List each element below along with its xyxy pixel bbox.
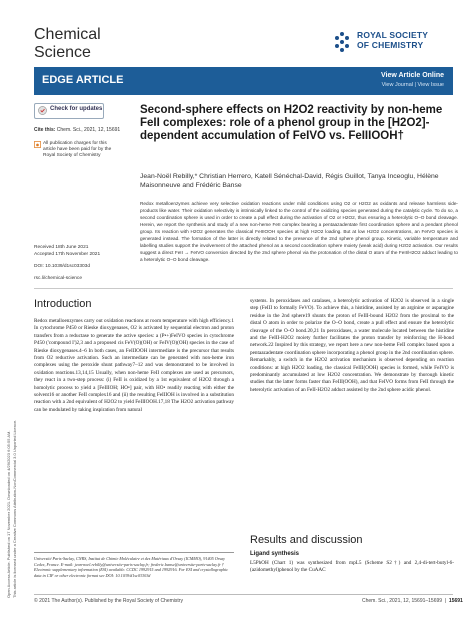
right-column-text: systems. In peroxidases and catalases, a heterolytic activation of H2O2 is observed in a single step (FeIII to formally FeVO). To achieve this, a histidine, assisted by an arginine or asparagine residue in the 2nd sphere19 shunts the proton of FeIII-bound H2O2 from the proximal to the distal O atom in order to polarize the O–O bond, create a pull effect and ensure the heterolytic cleavage of the O–O bond.20,21 In peroxidases, a water molecule located between the histidine and the FeIII-H2O2 moiety further facilitates the proton transfer by reinforcing the H-bond network.22 Inspired by this strategy, we report here a new non-heme FeII complex based upon a pentaazadentate coordination sphere incorporating a phenol group in the 2nd coordination sphere. Remarkably, a switch in the H2O2 activation mechanism is observed depending on reaction conditions: at high H2O2 loading, the classical FeIII(OOH) species is formed, while FeIVO is predominantly accumulated at low H2O2 concentration. We demonstrate by thorough kinetic studies that the latter forms faster than FeIII(OOH), and that FeIVO forms from FeII through the heterolytic activation of an FeII-H2O2 adduct assisted by the 2nd sphere acidic phenol. — [250, 298, 454, 393]
article-title: Second-sphere effects on H2O2 reactivity by non-heme FeII complexes: role of a phenol group in the [H2O2]-dependent accumulation of FeIVO vs. FeIIIOOH† — [140, 104, 443, 142]
publisher-name-line2: OF CHEMISTRY — [357, 40, 424, 50]
cite-text: Chem. Sci., 2021, 12, 15691 — [56, 127, 121, 133]
ligand-synthesis-text: L5PhOH (Chart 1) was synthesized from mpL5 (Scheme S2†) and 2,4-di-tert-butyl-6-(azidomethyl)phenol by the CuAAC — [250, 560, 454, 574]
publisher-name-line1: ROYAL SOCIETY — [357, 30, 429, 40]
open-access-icon — [34, 141, 41, 148]
results-heading: Results and discussion — [250, 534, 363, 546]
copyright-notice: © 2021 The Author(s). Published by the Royal Society of Chemistry — [34, 598, 183, 604]
page-number: 15691 — [448, 598, 463, 604]
check-updates-label: Check for updates — [50, 106, 103, 112]
author-list: Jean-Noël Rebilly,* Christian Herrero, Katell Sénéchal-David, Régis Guillot, Tanya Inceoglu, Hélène Maisonneuve and Frédéric Banse — [140, 173, 439, 189]
license-sidebar — [0, 360, 28, 600]
journal-title-line1: Chemical — [34, 26, 101, 43]
footnote-rule — [34, 552, 234, 553]
introduction-text: Redox metalloenzymes carry out oxidation reactions at room temperature with high efficiency.1 In cytochrome P450 or Rieske dioxygenases, O2 is activated by sequential electron and proton transfers from a reductase to generate the active species: a (P•+)FeIVO species in cytochrome P450 ('compound I')2,3 and a proposed cis FeV(O)(OH) or FeIV(O)(OH) species in the case of Rieske dioxygenases.4–6 In both cases, an FeIIIOOH intermediate is the precursor that results from O2 reductive activation. Such an intermediate can be generated with non-heme iron complexes using the peroxide shunt pathway7–12 and was demonstrated to be involved in oxidation reactions.13,14,15 Usually, when non-heme FeII complexes are used as precursors, they react in a two-step process: (i) FeII is oxidized by a 1st equivalent of H2O2 through a homolytic process to yield a [FeIIIOH; HO•] pair, with HO• readily reacting with either the solvent16 or another FeII complex16 and (ii) the resulting FeIIIOH is involved in a substitution reaction with a 2nd equivalent of H2O2 to yield FeIIIOOH.17,18 The H2O2 activation pathway can be modulated by taking inspiration from natural — [34, 318, 234, 413]
crossmark-icon — [38, 106, 47, 115]
view-journal-link[interactable]: View Journal | View Issue — [381, 82, 444, 88]
ligand-synthesis-heading: Ligand synthesis — [250, 551, 300, 557]
check-updates-button[interactable] — [34, 103, 104, 119]
publisher-logo — [333, 28, 453, 60]
article-type-banner — [34, 67, 453, 95]
view-article-online-link[interactable]: View Article Online — [380, 72, 444, 79]
citation — [34, 127, 120, 133]
introduction-heading: Introduction — [34, 298, 92, 310]
journal-site-link[interactable]: rsc.li/chemical-science — [34, 276, 82, 281]
abstract: Redox metalloenzymes achieve very selective oxidation reactions under mild conditions using O2 or H2O2 as oxidants and release harmless side-products like water. Their oxidation selectivity is intrinsically linked to the control of the oxidizing species generated during the catalytic cycle. To do so, a second coordination sphere is used in order to create a pull effect during the activation of O2 or H2O2, thus ensuring a heterolytic O–O bond cleavage. Herein, we report the synthesis and study of a new non-heme FeII complex bearing a pentaazadentate first coordination sphere and a pendant phenol group. Its reaction with H2O2 generates the classical FeIIIOOH species at high H2O2 loading. But at low H2O2 concentrations, an FeIVO species is generated instead. The formation of the latter is directly related to the presence of the 2nd sphere phenol group. Kinetic, variable temperature and labelling studies support the involvement of the attached phenol as a second coordination sphere moiety (weak acid) during H2O2 activation. Our results suggest a direct FeII → FeIVO conversion directed by the 2nd sphere phenol via the protonation of the distal O atom of the FeII/H2O2 adduct leading to a heterolytic O–O bond cleavage. — [140, 201, 458, 262]
open-access-note — [34, 141, 116, 169]
journal-title-line2: Science — [34, 44, 91, 61]
footer-cite: Chem. Sci., 2021, 12, 15691–15699 — [362, 598, 443, 604]
footer-citation: Chem. Sci., 2021, 12, 15691–15699 | 15691 — [362, 598, 463, 604]
cite-label: Cite this: — [34, 127, 56, 133]
journal-title — [34, 26, 101, 62]
affiliations-footnote: Université Paris-Saclay, CNRS, Institut de Chimie Moléculaire et des Matériaux d'Orsay (ICMMO), 91405 Orsay Cedex, France. E-mail: jean-noel.rebilly@universite-paris-saclay.fr; frederic.banse@universite-paris-saclay.fr † Electronic supplementary information (ESI) available. CCDC 1992915 and 1992916. For ESI and crystallographic data in CIF or other electronic format see DOI: 10.1039/d1sc03303d — [34, 556, 229, 578]
received-date: Received 18th June 2021 — [34, 245, 89, 250]
rsc-emblem-icon — [333, 30, 351, 54]
doi-link[interactable]: DOI: 10.1039/d1sc03303d — [34, 264, 91, 269]
footer-rule — [34, 594, 453, 595]
open-access-text: All publication charges for this article have been paid for by the Royal Society of Chemistry — [43, 141, 112, 158]
section-divider — [34, 288, 453, 289]
accepted-date: Accepted 17th November 2021 — [34, 252, 101, 257]
license-line-2[interactable]: This article is licensed under a Creative Commons Attribution-NonCommercial 3.0 Unported Licence. — [12, 419, 17, 598]
license-line-1: Open Access Article. Published on 17 November 2021. Downloaded on 4/29/2023 6:05:55 AM. — [6, 430, 11, 598]
article-type-label: EDGE ARTICLE — [42, 74, 124, 86]
article-dates — [34, 244, 100, 282]
